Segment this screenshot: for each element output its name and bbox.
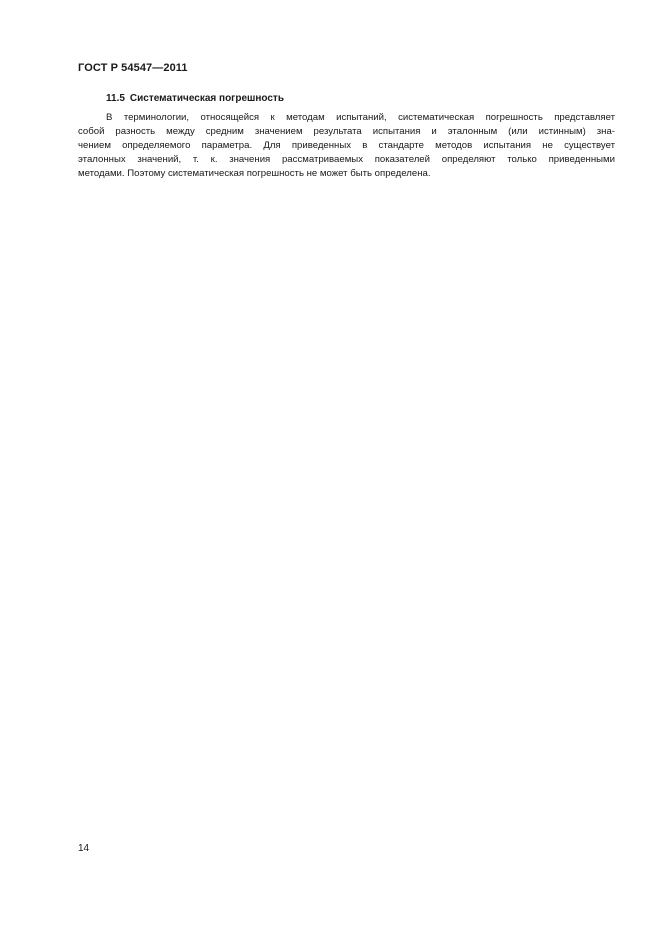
section-paragraph <box>78 111 615 181</box>
paragraph-line: В терминологии, относящейся к методам испытаний, систематическая погрешность представляет <box>106 112 615 123</box>
page-number: 14 <box>78 843 90 854</box>
section-number: 11.5 <box>106 93 125 104</box>
paragraph-line: собой разность между средним значением результата испытания и эталонным (или истинным) зна- <box>78 126 615 137</box>
section-title: Систематическая погрешность <box>129 93 284 104</box>
paragraph-line: чением определяемого параметра. Для приведенных в стандарте методов испытания не существует <box>78 140 615 151</box>
document-code-header: ГОСТ Р 54547—2011 <box>78 62 188 74</box>
paragraph-line: методами. Поэтому систематическая погрешность не может быть определена. <box>78 168 431 179</box>
paragraph-line: эталонных значений, т. к. значения рассматриваемых показателей определяют только приведенными <box>78 154 615 165</box>
section-heading <box>106 93 284 104</box>
